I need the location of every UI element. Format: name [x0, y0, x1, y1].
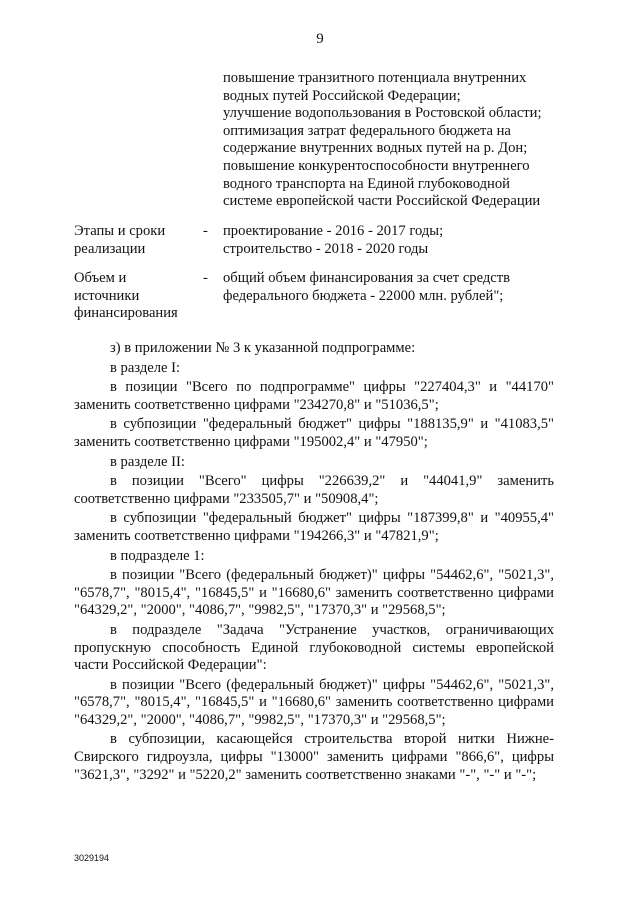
paragraph: з) в приложении № 3 к указанной подпрограмме:: [110, 340, 416, 356]
passport-label: [74, 223, 194, 258]
paragraph: в субпозиции "федеральный бюджет" цифры "188135,9" и "41083,5" заменить соответственно цифрами "195002,4" и "47950";: [74, 416, 554, 450]
passport-label-line: реализации: [74, 240, 146, 257]
goal-line: повышение конкурентоспособности внутреннего: [223, 157, 530, 174]
paragraph: в субпозиции "федеральный бюджет" цифры "187399,8" и "40955,4" заменить соответственно цифрами "194266,3" и "47821,9";: [74, 510, 554, 544]
passport-dash: -: [203, 223, 208, 239]
passport-label-line: источники: [74, 287, 140, 304]
passport-value-line: строительство - 2018 - 2020 годы: [223, 240, 429, 257]
passport-value: [223, 223, 568, 258]
amendments-text: [74, 340, 554, 786]
document-code: 3029194: [74, 853, 110, 863]
passport-label-line: Этапы и сроки: [74, 223, 166, 239]
passport-label-line: финансирования: [74, 305, 178, 322]
paragraph: в подразделе "Задача "Устранение участков, ограничивающих пропускную способность Единой глубоководной системы европейской части Российской Федерации":: [74, 621, 554, 674]
paragraph: в разделе I:: [110, 359, 181, 376]
goal-line: повышение транзитного потенциала внутренних: [223, 70, 527, 86]
passport-dash: -: [203, 270, 208, 286]
passport-label-line: Объем и: [74, 270, 127, 286]
goal-line: системе европейской части Российской Федерации: [223, 193, 541, 210]
goal-line: содержание внутренних водных путей на р. Дон;: [223, 140, 528, 157]
page-number: 9: [316, 31, 324, 47]
paragraph: в разделе II:: [110, 453, 185, 470]
goal-line: улучшение водопользования в Ростовской области;: [223, 105, 542, 122]
goal-line: водных путей Российской Федерации;: [223, 87, 461, 104]
passport-value-line: проектирование - 2016 - 2017 годы;: [223, 223, 444, 239]
goal-line: водного транспорта на Единой глубоководной: [223, 175, 510, 192]
paragraph: в позиции "Всего (федеральный бюджет)" цифры "54462,6", "5021,3", "6578,7", "8015,4", "16845,5" и "16680,6" заменить соответственно цифрами "64329,2", "2000", "4086,7", "9982,5", "17370,3" и "29568,5";: [74, 567, 554, 619]
passport-value: [223, 270, 568, 305]
paragraph: в позиции "Всего по подпрограмме" цифры "227404,3" и "44170" заменить соответственно цифрами "234270,8" и "51036,5";: [74, 379, 554, 413]
goal-line: оптимизация затрат федерального бюджета на: [223, 122, 511, 139]
paragraph: в позиции "Всего (федеральный бюджет)" цифры "54462,6", "5021,3", "6578,7", "8015,4", "16845,5" и "16680,6" заменить соответственно цифрами "64329,2", "2000", "4086,7", "9982,5", "17370,3" и "29568,5";: [74, 676, 554, 728]
passport-value-line: федерального бюджета - 22000 млн. рублей";: [223, 287, 504, 304]
passport-label: [74, 270, 194, 323]
paragraph: в позиции "Всего" цифры "226639,2" и "44041,9" заменить соответственно цифрами "233505,7" и "50908,4";: [74, 473, 554, 507]
paragraph: в подразделе 1:: [110, 547, 205, 564]
paragraph: в субпозиции, касающейся строительства второй нитки Нижне-Свирского гидроузла, цифры "13000" заменить цифрами "866,6", цифры "3621,3", "3292" и "5220,2" заменить соответственно знаками "-", "-" и "-";: [74, 731, 554, 783]
passport-value-line: общий объем финансирования за счет средств: [223, 270, 511, 286]
goals-block: [223, 70, 563, 211]
